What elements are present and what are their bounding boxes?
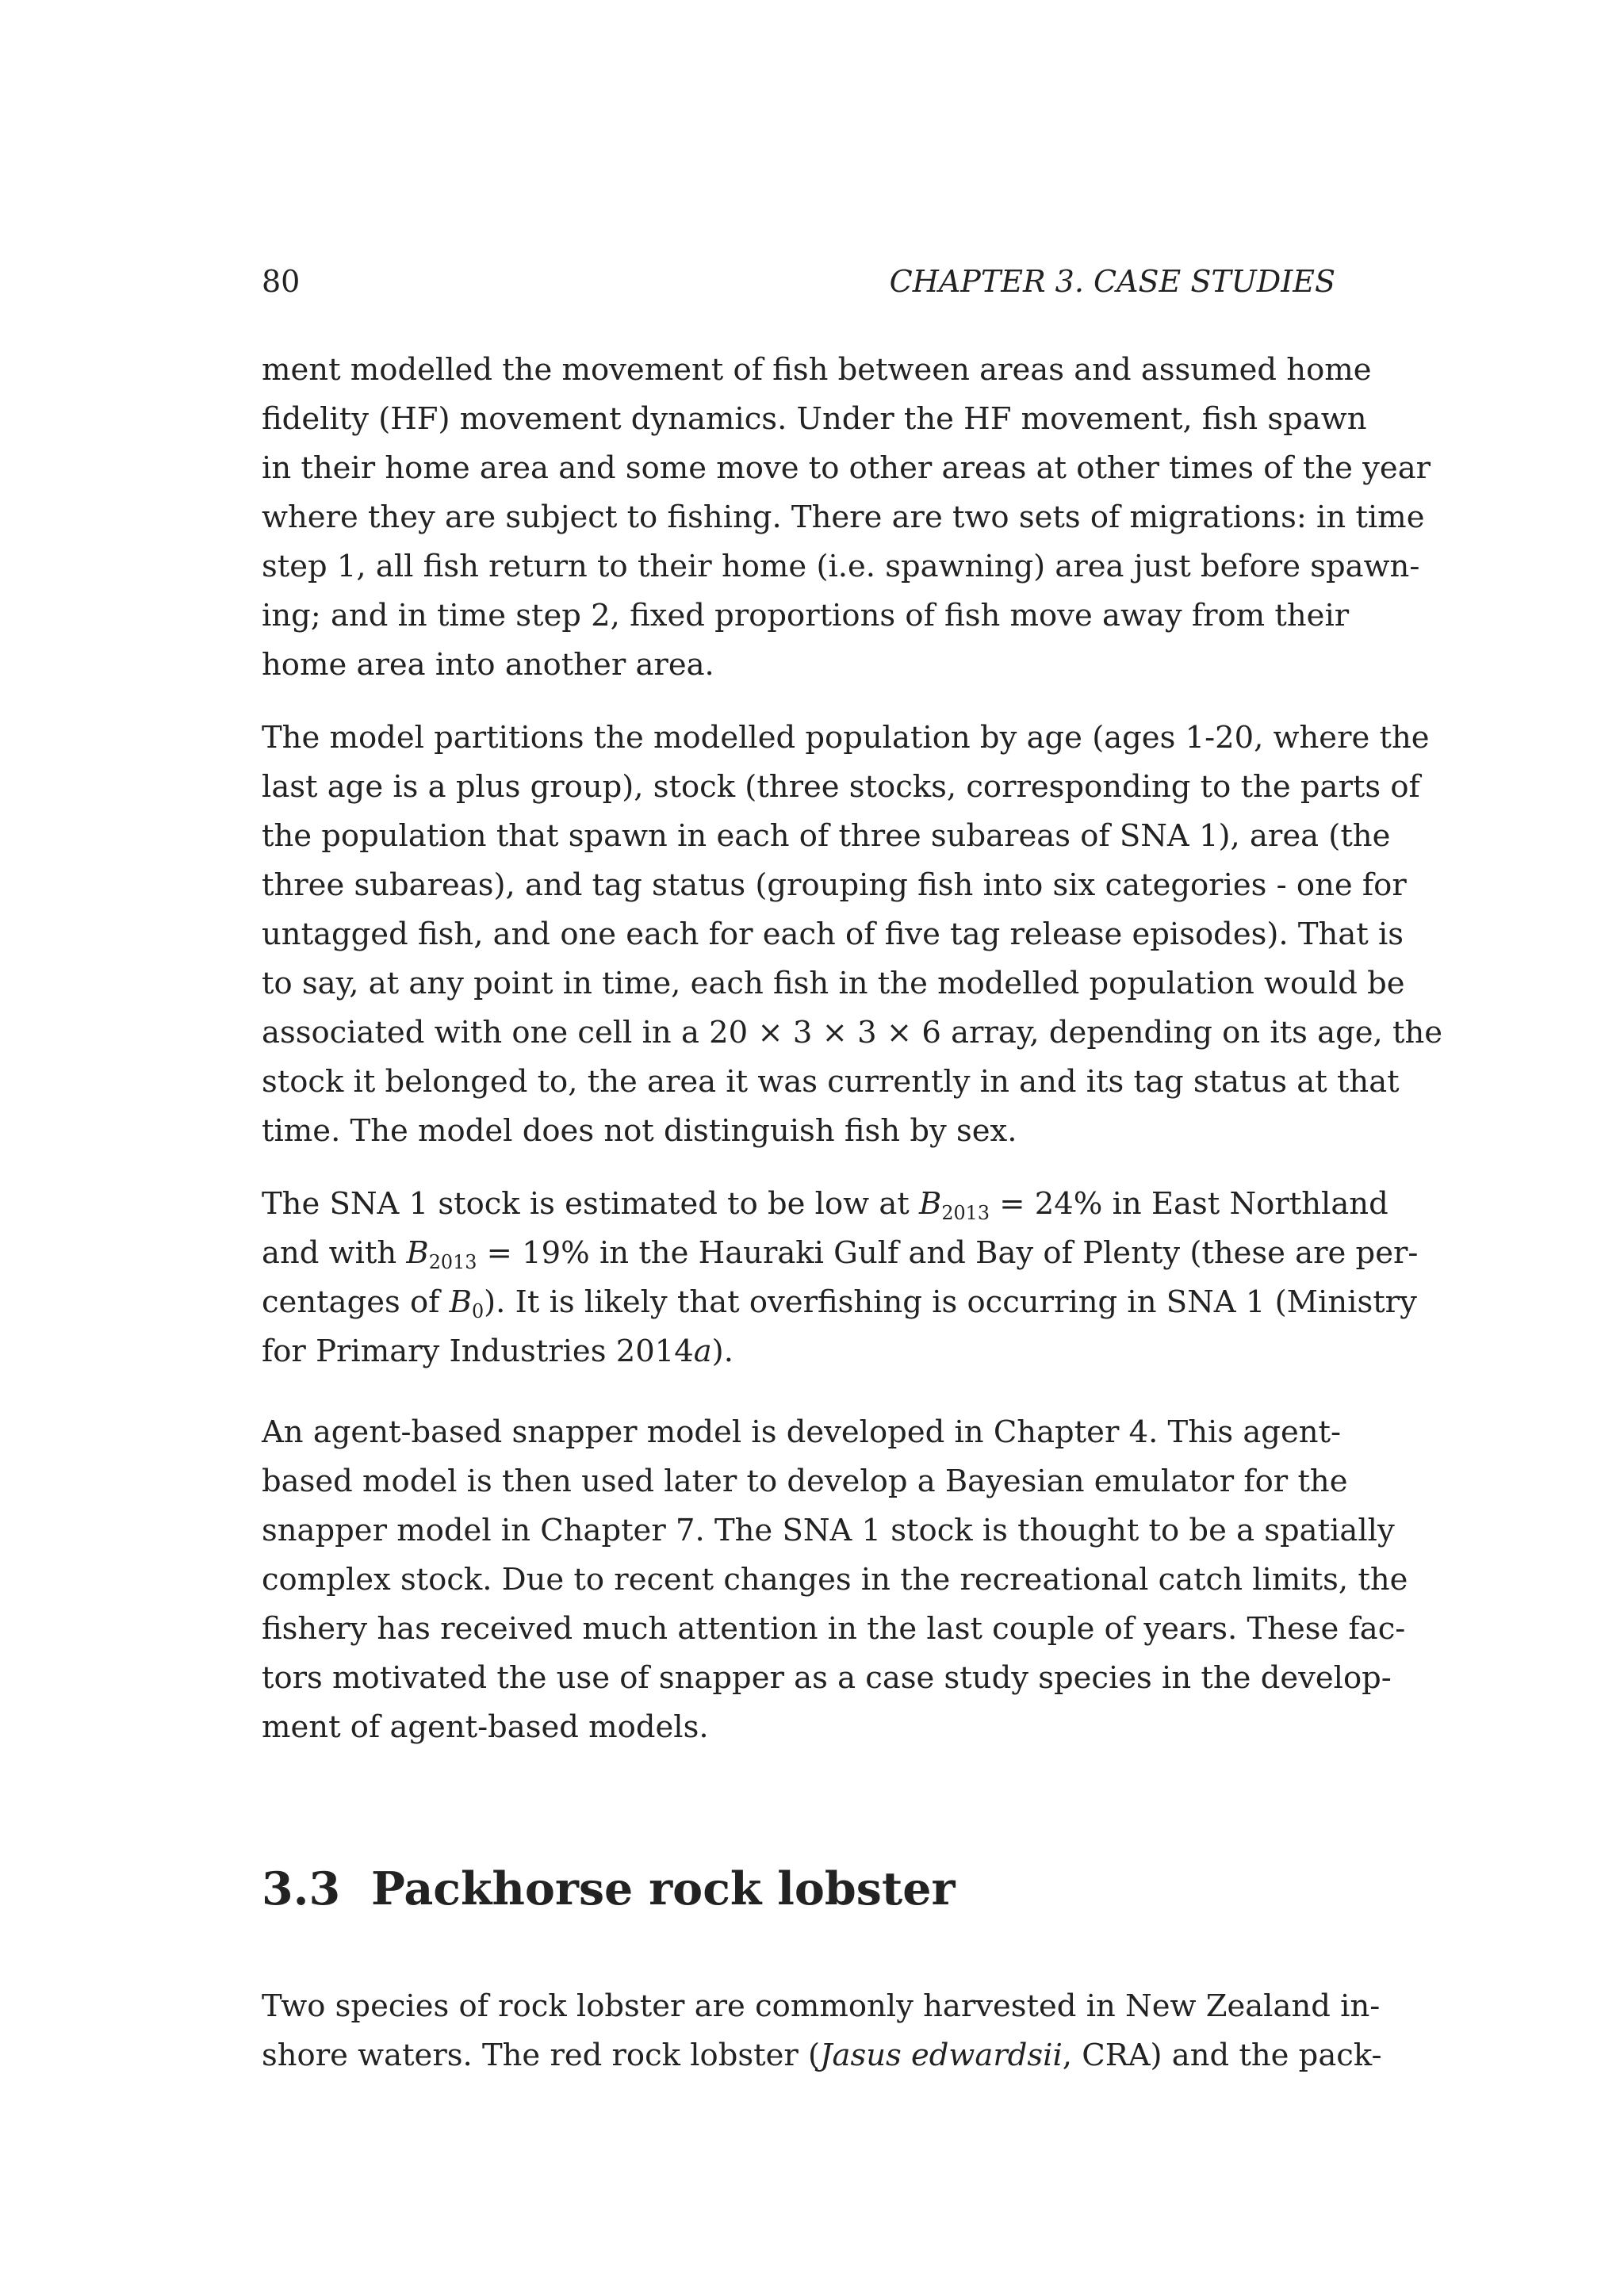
text-line: fidelity (HF) movement dynamics. Under the HF movement, fish spawn	[262, 401, 1367, 437]
text-line: tors motivated the use of snapper as a case study species in the develop-	[262, 1660, 1392, 1696]
math-subscript: 0	[471, 1300, 485, 1323]
text-line: to say, at any point in time, each fish in the modelled population would be	[262, 966, 1405, 1001]
section-heading	[262, 1854, 1335, 1925]
text-line: Two species of rock lobster are commonly harvested in New Zealand in-	[262, 1988, 1381, 2024]
text-line: complex stock. Due to recent changes in the recreational catch limits, the	[262, 1562, 1408, 1598]
text-line: last age is a plus group), stock (three stocks, corresponding to the parts of	[262, 769, 1420, 805]
math-equation: = 24%	[990, 1186, 1103, 1222]
math-symbol: B	[406, 1235, 429, 1271]
text-fragment: The SNA 1 stock is estimated to be low at	[262, 1186, 920, 1222]
text-line	[262, 1180, 1388, 1229]
text-line: untagged fish, and one each for each of five tag release episodes). That is	[262, 916, 1404, 952]
text-line: An agent-based snapper model is developed in Chapter 4. This agent-	[262, 1414, 1341, 1450]
text-line: step 1, all fish return to their home (i.e. spawning) area just before spawn-	[262, 549, 1420, 584]
running-head: CHAPTER 3. CASE STUDIES	[889, 264, 1335, 299]
text-line: ing; and in time step 2, fixed proportions of fish move away from their	[262, 598, 1350, 633]
math-equation: = 19%	[477, 1235, 590, 1271]
text-line	[262, 1327, 1335, 1376]
text-line: where they are subject to fishing. There are two sets of migrations: in time	[262, 499, 1425, 535]
biomass-math	[406, 1235, 477, 1274]
text-fragment: associated with one cell in a	[262, 1015, 710, 1050]
paragraph-stock-status	[262, 1180, 1419, 1376]
paragraph-rock-lobster	[262, 1982, 1382, 2080]
text-fragment: ).	[711, 1334, 733, 1369]
text-line: in their home area and some move to other areas at other times of the year	[262, 450, 1431, 486]
text-fragment: ). It is likely that overfishing is occurring in SNA 1 (Ministry	[484, 1284, 1417, 1320]
species-name: Jasus edwardsii	[820, 2038, 1063, 2073]
text-line: ment modelled the movement of fish between areas and assumed home	[262, 352, 1372, 388]
biomass-zero-math	[449, 1284, 485, 1323]
text-fragment: array, depending on its age, the	[940, 1015, 1443, 1050]
text-line	[262, 2031, 1382, 2080]
biomass-math	[919, 1186, 990, 1225]
paragraph-model-partitions	[262, 714, 1443, 1156]
text-line: the population that spawn in each of three subareas of SNA 1), area (the	[262, 818, 1391, 854]
text-line: snapper model in Chapter 7. The SNA 1 stock is thought to be a spatially	[262, 1513, 1395, 1548]
text-fragment: centages of	[262, 1284, 450, 1320]
math-subscript: 2013	[941, 1202, 990, 1225]
text-line: home area into another area.	[262, 647, 714, 683]
text-fragment: in the Hauraki Gulf and Bay of Plenty (these are per-	[589, 1235, 1419, 1271]
text-fragment: and with	[262, 1235, 407, 1271]
text-fragment: for Primary Industries 2014	[262, 1334, 694, 1369]
text-line: based model is then used later to develop a Bayesian emulator for the	[262, 1464, 1348, 1499]
section-title: Packhorse rock lobster	[371, 1862, 956, 1915]
page-header	[262, 262, 1335, 301]
math-symbol: B	[919, 1186, 942, 1222]
paragraph-agent-based-model	[262, 1408, 1408, 1752]
array-dimensions-math: 20 × 3 × 3 × 6	[709, 1015, 941, 1050]
section-number: 3.3	[262, 1862, 341, 1915]
text-line: stock it belonged to, the area it was currently in and its tag status at that	[262, 1064, 1400, 1100]
math-symbol: B	[449, 1284, 472, 1320]
text-line: fishery has received much attention in the last couple of years. These fac-	[262, 1611, 1406, 1647]
page-number: 80	[262, 264, 301, 299]
text-line	[262, 1278, 1417, 1327]
text-line: time. The model does not distinguish fish by sex.	[262, 1113, 1017, 1149]
text-line: three subareas), and tag status (grouping fish into six categories - one for	[262, 867, 1407, 903]
text-line: The model partitions the modelled population by age (ages 1-20, where the	[262, 720, 1430, 756]
text-fragment: in East Northland	[1102, 1186, 1388, 1222]
math-subscript: 2013	[428, 1251, 477, 1274]
text-fragment: shore waters. The red rock lobster (	[262, 2038, 821, 2073]
text-line	[262, 1008, 1443, 1058]
paragraph-movement	[262, 346, 1431, 690]
citation-suffix: a	[693, 1334, 712, 1369]
text-line: ment of agent-based models.	[262, 1709, 709, 1745]
text-fragment: , CRA) and the pack-	[1062, 2038, 1382, 2073]
text-line	[262, 1229, 1419, 1278]
